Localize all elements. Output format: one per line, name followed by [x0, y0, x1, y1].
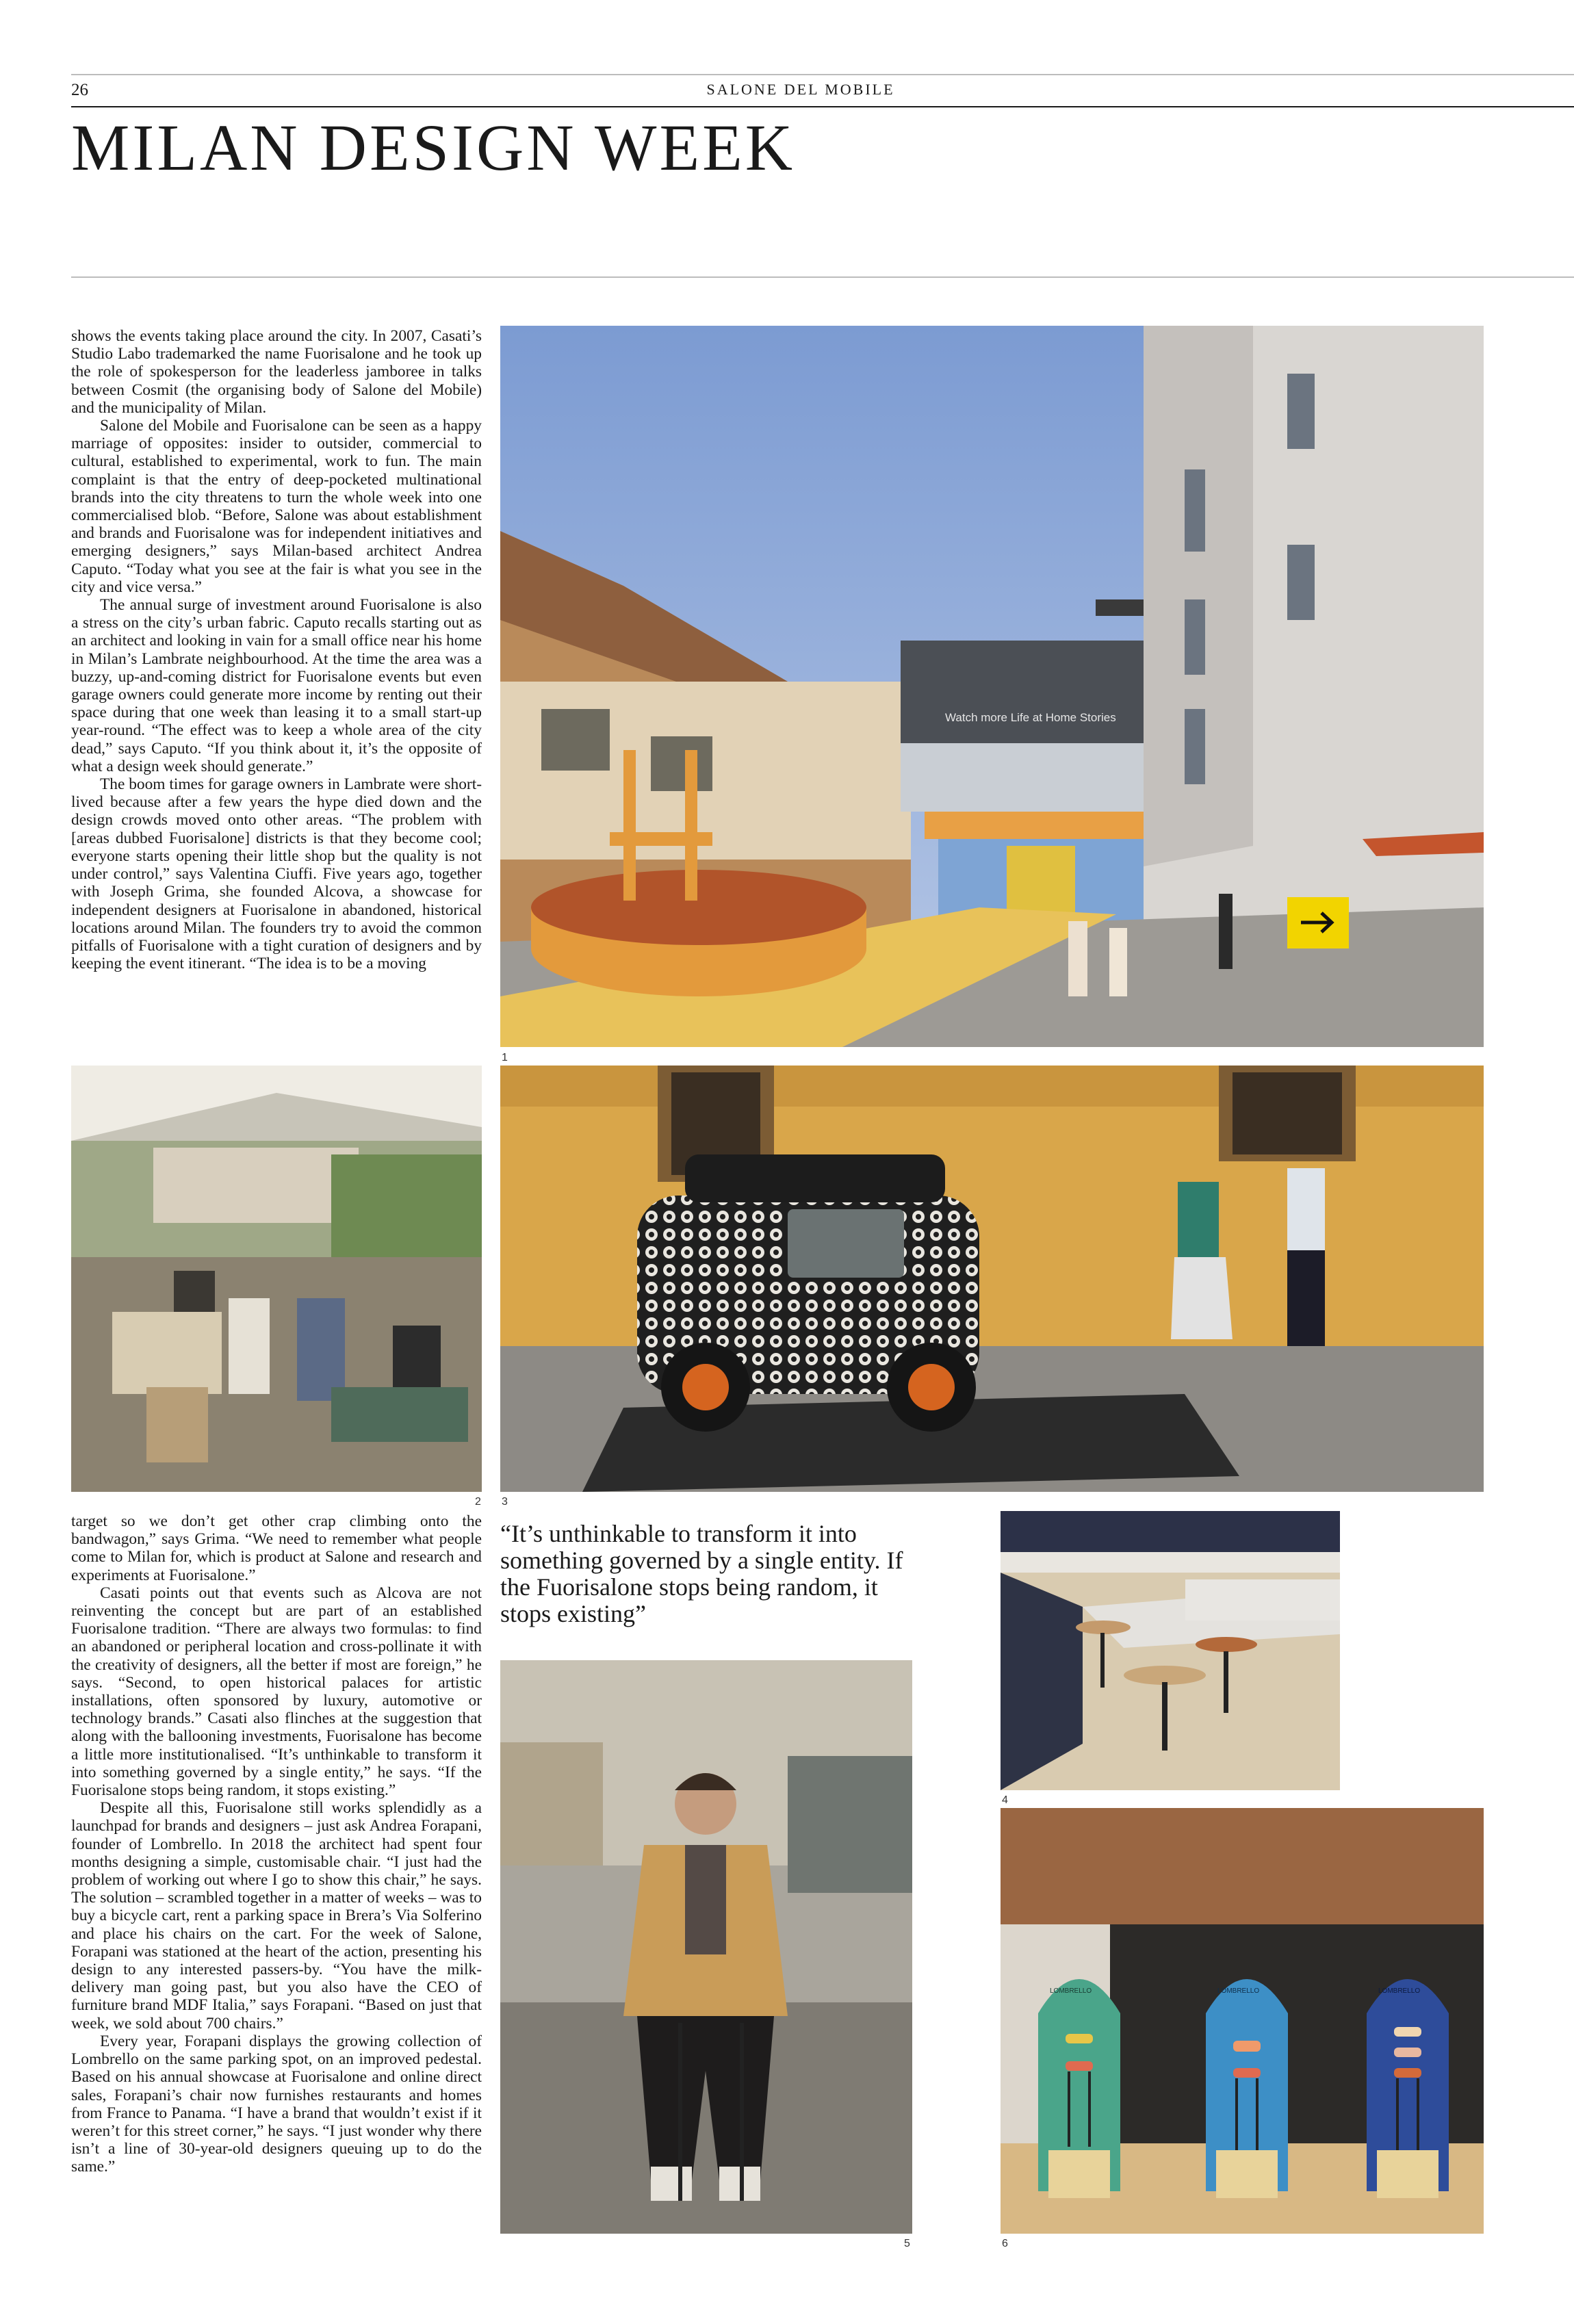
- paragraph: target so we don’t get other crap climbing onto the bandwagon,” says Grima. “We need to remember what people come to Milan for, which is product at Salone and research and experiments at Fuorisalone.”: [71, 1512, 482, 1584]
- paragraph: Every year, Forapani displays the growing collection of Lombrello on the same parking spot, on an improved pedestal. Based on his annual showcase at Fuorisalone and online direct sales, Forapani’s chair now furnishes restaurants and homes from France to Panama. “I have a brand that wouldn’t exist if it weren’t for this street corner,” he says. “I just wonder why there isn’t a line of 30-year-old designers queuing up to do the same.”: [71, 2032, 482, 2176]
- paragraph: shows the events taking place around the city. In 2007, Casati’s Studio Labo trademarked the name Fuorisalone and he took up the role of spokesperson for the leaderless jamboree in talks between Cosmit (the organising body of Salone del Mobile) and the municipality of Milan.: [71, 327, 482, 417]
- caption-number: 2: [475, 1496, 481, 1508]
- sign-text: LOMBRELLO: [1378, 1987, 1421, 1995]
- article-column-bottom: [71, 1512, 482, 2176]
- photo-tent-seating: [71, 1066, 482, 1492]
- photo-lambrate-installation: [500, 326, 1484, 1047]
- sign-text: LOMBRELLO: [1217, 1987, 1260, 1995]
- caption-number: 4: [1002, 1794, 1008, 1806]
- sign-text: LOMBRELLO: [1050, 1987, 1092, 1995]
- paragraph: Despite all this, Fuorisalone still works splendidly as a launchpad for brands and designers – just ask Andrea Forapani, founder of Lombrello. In 2018 the architect had spent four months designing a simple, customisable chair. “I just had the problem of working out where I go to show this chair,” he says. The solution – scrambled together in a matter of weeks – was to buy a bicycle cart, rent a parking space in Brera’s Via Solferino and place his chairs on the cart. For the week of Salone, Forapani was stationed at the heart of the action, presenting his design to any interested passers-by. “You have the milk-delivery man going past, but you also have the CEO of furniture brand MDF Italia,” says Forapani. “Based on just that week, we sold about 700 chairs.”: [71, 1799, 482, 2032]
- caption-number: 1: [502, 1052, 508, 1063]
- section-title: MILAN DESIGN WEEK: [71, 111, 796, 184]
- photo-designer-portrait: [500, 1660, 912, 2234]
- caption-number: 6: [1002, 2238, 1008, 2249]
- caption-number: 3: [502, 1496, 508, 1508]
- top-rule: [71, 74, 1574, 75]
- header-rule: [71, 106, 1574, 107]
- paragraph: The annual surge of investment around Fuorisalone is also a stress on the city’s urban fabric. Caputo recalls starting out as an architect and looking in vain for a small office near his home in Milan’s Lambrate neighbourhood. At the time the area was a buzzy, up-and-coming district for Fuorisalone events but even garage owners could generate more income by renting out their space during that one week than leasing it to a small start-up year-round. “The effect was to keep a whole area of the city dead,” says Caputo. “If you think about it, it’s the opposite of what a design week should generate.”: [71, 596, 482, 775]
- caption-number: 5: [904, 2238, 910, 2249]
- paragraph: Salone del Mobile and Fuorisalone can be seen as a happy marriage of opposites: insider to outsider, commercial to cultural, established to experimental, work to fun. The main complaint is that the entry of deep-pocketed multinational brands into the city threatens to turn the whole week into one commercialised blob. “Before, Salone was about establishment and brands and Fuorisalone was for independent initiatives and emerging designers,” says Milan-based architect Andrea Caputo. “Today what you see at the fair is what you see in the city and vice versa.”: [71, 417, 482, 596]
- photo-lombrello-display: [1001, 1808, 1484, 2234]
- running-head: SALONE DEL MOBILE: [706, 81, 895, 98]
- paragraph: Casati points out that events such as Alcova are not reinventing the concept but are part of an established Fuorisalone tradition. “There are always two formulas: to find an abandoned or peripheral location and cross-pollinate it with the creativity of designers, all the better if most are foreign,” he says. “Second, to open historical palaces for artistic installations, often sponsored by luxury, automotive or technology brands.” Casati also flinches at the suggestion that along with the ballooning investments, Fuorisalone has become a little more institutionalised. “It’s unthinkable to transform it into something governed by a single entity,” he says. “If the Fuorisalone stops being random, it stops existing.”: [71, 1584, 482, 1800]
- article-column-top: [71, 327, 482, 972]
- pull-quote: “It’s unthinkable to transform it into something governed by a single entity. If the Fuorisalone stops being random, it stops existing”: [500, 1520, 903, 1627]
- title-rule: [71, 276, 1574, 278]
- billboard-text: Watch more Life at Home Stories: [945, 711, 1116, 724]
- photo-patterned-car: [500, 1066, 1484, 1492]
- photo-seating-tables: [1001, 1511, 1340, 1790]
- paragraph: The boom times for garage owners in Lambrate were short-lived because after a few years the hype died down and the design crowds moved onto other areas. “The problem with [areas dubbed Fuorisalone] districts is that they become cool; everyone starts opening their little shop but the quality is not under control,” says Valentina Ciuffi. Five years ago, together with Joseph Grima, she founded Alcova, a showcase for independent designers at Fuorisalone in abandoned, historical locations around Milan. The founders try to avoid the common pitfalls of Fuorisalone with a tight curation of designers and by keeping the event itinerant. “The idea is to be a moving: [71, 775, 482, 973]
- page-number: 26: [71, 81, 88, 99]
